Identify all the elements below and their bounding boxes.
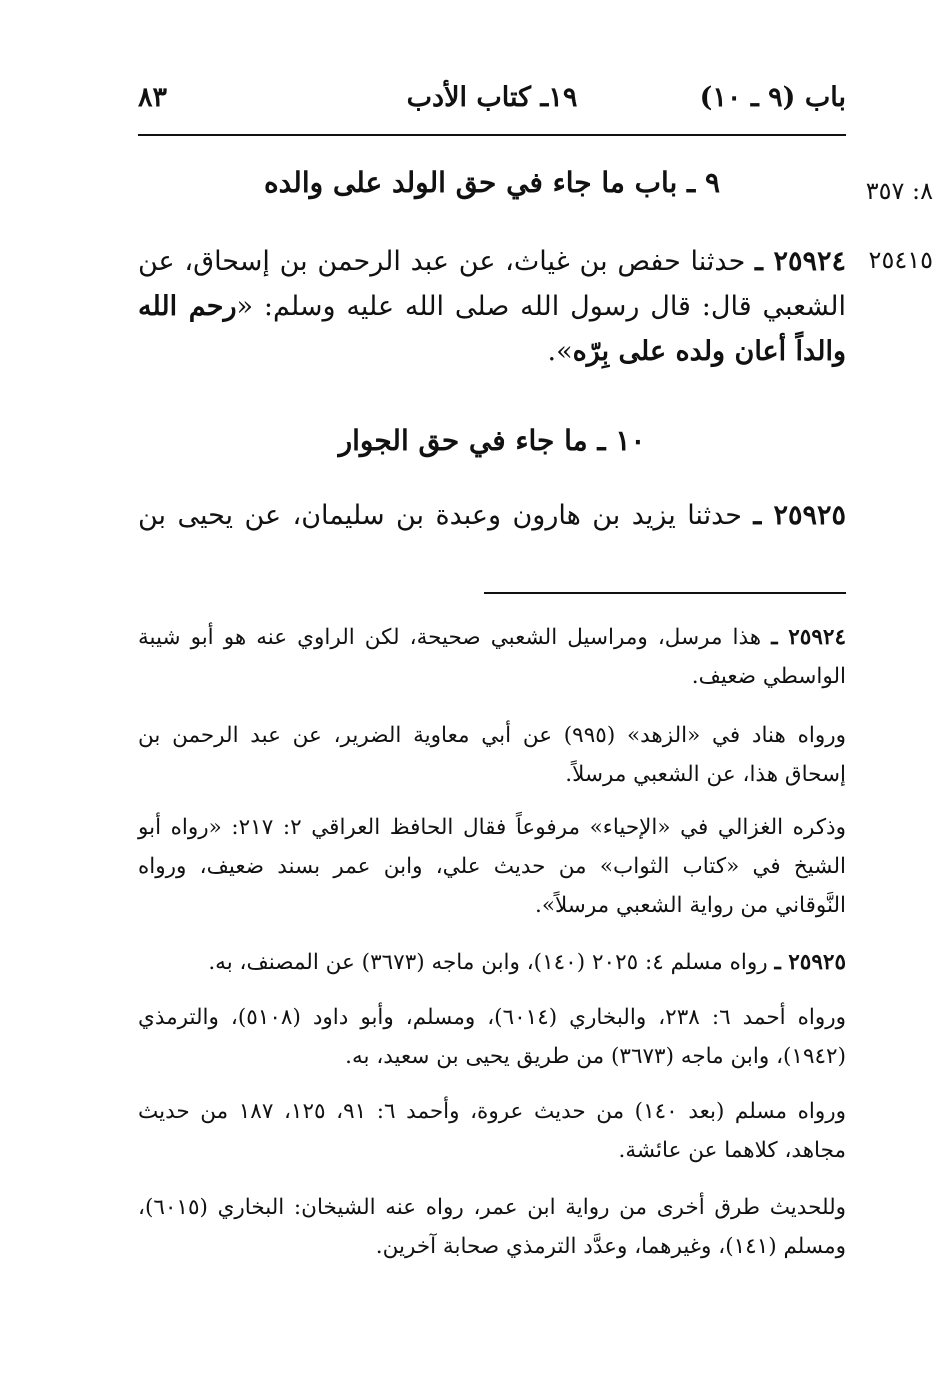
footnote-text: وللحديث طرق أخرى من رواية ابن عمر، رواه عنه الشيخان: البخاري (٦٠١٥)، ومسلم (١٤١)، وغيرهما، وعدَّد الترمذي صحابة آخرين. [138,1195,846,1259]
footnote-text: رواه مسلم ٤: ٢٠٢٥ (١٤٠)، وابن ماجه (٣٦٧٣) عن المصنف، به. [208,950,775,975]
chapter-range: باب (٩ ـ ١٠) [699,82,846,113]
hadith-25925 [138,493,846,538]
footnote-text: ورواه مسلم (بعد ١٤٠) من حديث عروة، وأحمد ٦: ٩١، ١٢٥، ١٨٧ من حديث مجاهد، كلاهما عن عائشة. [138,1099,847,1163]
footnote-number: ٢٥٩٢٥ ـ [774,950,846,975]
section-title-10: ١٠ ـ ما جاء في حق الجوار [338,424,646,457]
footnote-4 [138,943,846,982]
hadith-number: ٢٥٩٢٥ ـ [753,500,846,531]
margin-reference-1: ٨: ٣٥٧ [865,177,933,205]
footnote-number: ٢٥٩٢٤ ـ [771,625,846,650]
hadith-25924 [138,239,846,374]
header-rule [138,134,846,136]
margin-reference-2: ٢٥٤١٥ [868,246,933,274]
footnote-text: ورواه هناد في «الزهد» (٩٩٥) عن أبي معاوية الضرير، عن عبد الرحمن بن إسحاق هذا، عن الشعبي مرسلاً. [138,723,847,787]
hadith-text: حدثنا حفص بن غياث، عن عبد الرحمن بن إسحاق، عن الشعبي قال: قال رسول الله صلى الله عليه وسلم: « [138,246,846,322]
footnote-7 [138,1188,846,1266]
footnote-5 [138,998,846,1076]
footnote-text: ورواه أحمد ٦: ٢٣٨، والبخاري (٦٠١٤)، ومسلم، وأبو داود (٥١٠٨)، والترمذي (١٩٤٢)، وابن ماجه (٣٦٧٣) من طريق يحيى بن سعيد، به. [138,1005,846,1069]
section-title-9: ٩ ـ باب ما جاء في حق الولد على والده [263,166,721,199]
footnote-2 [138,716,846,794]
running-header [138,82,846,126]
hadith-text: حدثنا يزيد بن هارون وعبدة بن سليمان، عن يحيى بن [138,500,754,531]
footnote-6 [138,1092,846,1170]
footnote-1 [138,618,846,696]
hadith-number: ٢٥٩٢٤ ـ [755,246,846,277]
footnote-text: هذا مرسل، ومراسيل الشعبي صحيحة، لكن الراوي عنه هو أبو شيبة الواسطي ضعيف. [138,625,846,689]
hadith-quote: رحم الله والداً أعان ولده على بِرّه [138,291,846,367]
hadith-text-end: ». [547,336,573,367]
book-title: ١٩ـ كتاب الأدب [406,82,578,113]
footnote-3 [138,808,846,925]
footnote-text: وذكره الغزالي في «الإحياء» مرفوعاً فقال الحافظ العراقي ٢: ٢١٧: «رواه أبو الشيخ في «كتاب الثواب» من حديث علي، وابن عمر بسند ضعيف، ورواه النَّوقاني من رواية الشعبي مرسلاً». [138,815,847,918]
page-number: ٨٣ [138,82,168,113]
footnote-rule [484,592,846,594]
